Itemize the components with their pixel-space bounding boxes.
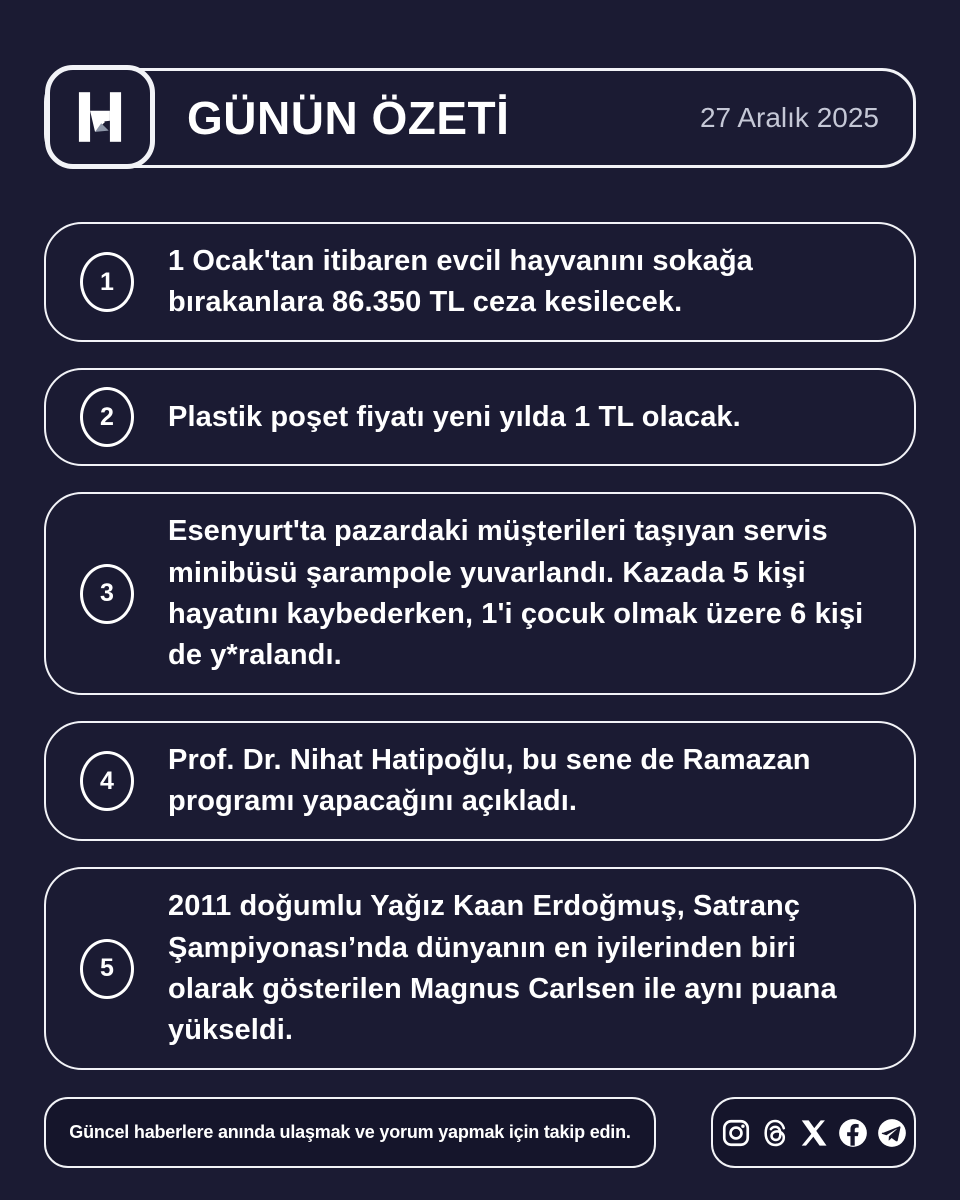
item-number-badge: 1 <box>80 252 134 312</box>
item-text: 1 Ocak'tan itibaren evcil hayvanını sokağa bırakanlara 86.350 TL ceza kesilecek. <box>168 245 753 319</box>
footer <box>44 1097 916 1168</box>
item-number-column <box>46 387 168 447</box>
item-number-column <box>46 511 168 676</box>
follow-cta: Güncel haberlere anında ulaşmak ve yorum yapmak için takip edin. <box>44 1097 656 1168</box>
page-title: GÜNÜN ÖZETİ <box>187 92 510 144</box>
facebook-icon[interactable] <box>837 1117 869 1149</box>
telegram-icon[interactable] <box>876 1117 908 1149</box>
date-label: 27 Aralık 2025 <box>699 102 879 133</box>
list-item <box>44 721 916 841</box>
app-logo <box>45 65 155 169</box>
item-text: Prof. Dr. Nihat Hatipoğlu, bu sene de Ramazan programı yapacağını açıkladı. <box>168 744 811 818</box>
item-number-badge: 2 <box>80 387 134 447</box>
item-number-column <box>46 740 168 822</box>
h-cursor-logo-icon <box>69 86 131 148</box>
item-text: Esenyurt'ta pazardaki müşterileri taşıyan servis minibüsü şarampole yuvarlandı. Kazada 5 kişi hayatını kaybederken, 1'i çocuk olmak üzere 6 kişi de y*ralandı. <box>168 515 864 671</box>
list-item <box>44 222 916 342</box>
item-number-badge: 3 <box>80 564 134 624</box>
item-text: Plastik poşet fiyatı yeni yılda 1 TL olacak. <box>168 400 741 433</box>
threads-icon[interactable] <box>759 1117 791 1149</box>
news-list <box>44 222 916 1070</box>
header-bar <box>44 68 916 168</box>
x-icon[interactable] <box>798 1117 830 1149</box>
item-text: 2011 doğumlu Yağız Kaan Erdoğmuş, Satranç Şampiyonası’nda dünyanın en iyilerinden biri olarak gösterilen Magnus Carlsen ile aynı puana yükseldi. <box>168 890 837 1046</box>
list-item <box>44 867 916 1070</box>
item-number-badge: 4 <box>80 751 134 811</box>
social-links <box>711 1097 916 1168</box>
list-item <box>44 492 916 695</box>
list-item <box>44 368 916 466</box>
item-number-badge: 5 <box>80 939 134 999</box>
item-number-column <box>46 886 168 1051</box>
item-number-column <box>46 241 168 323</box>
instagram-icon[interactable] <box>720 1117 752 1149</box>
